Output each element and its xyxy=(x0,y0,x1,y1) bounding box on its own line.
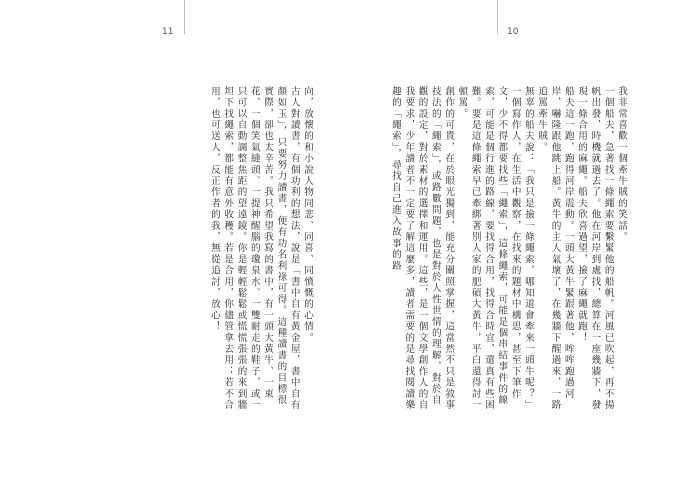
paragraph: 一個船夫，急著找一條繩索要繫緊他的船帆。河風已吹起，再不揚帆出發，時機就過去了。他在河岸到處找，總算在一座幾牆下，發現一條合用的麻繩。船夫欣喜過望，撿了麻繩就跑！ xyxy=(576,86,614,411)
paragraph: 一個寫作人，在生活中觀察，在找來的題材中構思，甚至下筆作文，少不得都要找些「繩索」，這條繩索，可能是個串結事件的線索，可能是個行進的路線，要找得合用，找得合時宜，還真有些困難。要是這條繩索早已牽綁著別人家的肥碩大黃牛，平白還得討一頓罵。 xyxy=(456,86,521,411)
paragraph: 古人對讀書，有個功利的想法，說是「書中自有黃金屋，書中自有顏如玉」，只要努力讀書，便有功名利祿可得。這種讀書的目標很實際，卻也太辛苦。我只希望我寫的書中，有一頭大黃牛、一束花、一個笑氣縫頭、一提神醒腦的瓊泉水、一雙耐走的鞋子，或一只可以自動調整焦距的望遠鏡。你是輕輕鬆鬆或慌慌張張的來到牆坦下找繩索，都能有意外收穫。若是合用，你儘管拿去用；若不合用，也可送人，反正作者的我，無從追討，放心！ xyxy=(208,86,300,411)
paragraph: 我非常喜歡一個牽牛賊的笑話。 xyxy=(616,86,627,243)
right-page-text xyxy=(378,86,628,416)
crop-mark-right xyxy=(497,0,498,34)
page-number-right: 10 xyxy=(507,27,519,37)
crop-mark-left xyxy=(184,0,185,34)
left-page-text xyxy=(164,86,314,416)
paragraph: 船夫這一跑，跑得河岸震動。一頭大黃牛緊跟著他，哞哞跑過河岸，嚇隆跟他跳上船。黃牛的主人氣壞了，在幾牆下醒過來，一路追罵牽牛賊。 xyxy=(536,86,574,411)
paragraph: 向，放懷的和小說人物同悲、同喜、同憤慨的心情。 xyxy=(302,86,313,344)
paragraph: 創作的可貴，在於眼光獨到，能充分關照掌握，這當然不只是敘事技法的「繩索」，或路數問題，也是對於人性世情的理解，對於自觀的設定，對於素材的選擇和運用。這些，是一個文學創作人的自我要求，少年讀者不一定要了解這麼多，讀者需要的是尋找閱讀樂趣的「繩索」，尋找自己進入故事的路 xyxy=(389,86,455,411)
paragraph: 無辜的船夫說：「我只是撿一條繩索，哪知道會牽來一頭牛呢？」 xyxy=(522,86,534,411)
page-number-left: 11 xyxy=(162,27,174,37)
